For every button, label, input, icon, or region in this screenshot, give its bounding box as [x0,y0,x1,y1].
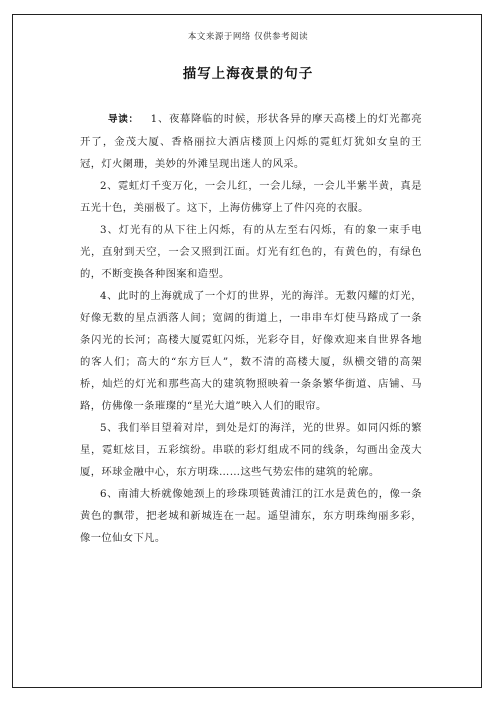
paragraph-4: 4、此时的上海就成了一个灯的世界，光的海洋。无数闪耀的灯光，好像无数的星点洒落人间；宽阔的街道上，一串串车灯使马路成了一条条闪光的长河；高楼大厦霓虹闪烁，光彩夺目，好像欢迎来自世界各地的客人们；高大的“东方巨人”，数不清的高楼大厦，纵横交错的高架桥，灿烂的灯光和那些高大的建筑物照映着一条条繁华街道、店铺、马路，仿佛像一条璀璨的“星光大道”映入人们的眼帘。 [80,290,422,412]
paragraph-5: 5、我们举目望着对岸，到处是灯的海洋，光的世界。如同闪烁的繁星，霓虹炫目，五彩缤纷。串联的彩灯组成不同的线条，勾画出金茂大厦，环球金融中心，东方明珠……这些气势宏伟的建筑的轮廓。 [80,422,422,478]
paragraph-1 [80,108,422,175]
guide-label: 导读： [108,114,139,125]
document-body [80,108,422,549]
paragraph-1-text: 1、夜幕降临的时候，形状各异的摩天高楼上的灯光都亮开了，金茂大厦、香格丽拉大酒店楼顶上闪烁的霓虹灯犹如女皇的王冠，灯火阑珊，美妙的外滩呈现出迷人的风采。 [80,113,422,170]
paragraph-2: 2、霓虹灯千变万化，一会儿红，一会儿绿，一会儿半紫半黄，真是五光十色，美丽极了。这下，上海仿佛穿上了件闪亮的衣服。 [80,180,422,214]
paragraph-3: 3、灯光有的从下往上闪烁，有的从左至右闪烁，有的象一束手电光，直射到天空，一会又照到江面。灯光有红色的，有黄色的，有绿色的，不断变换各种图案和造型。 [80,224,422,280]
source-note: 本文来源于网络 仅供参考阅读 [187,32,309,42]
document-title: 描写上海夜景的句子 [182,66,314,82]
paragraph-6: 6、南浦大桥就像她颈上的珍珠项链黄浦江的江水是黄色的，像一条黄色的飘带，把老城和新城连在一起。遥望浦东，东方明珠绚丽多彩，像一位仙女下凡。 [80,488,422,544]
